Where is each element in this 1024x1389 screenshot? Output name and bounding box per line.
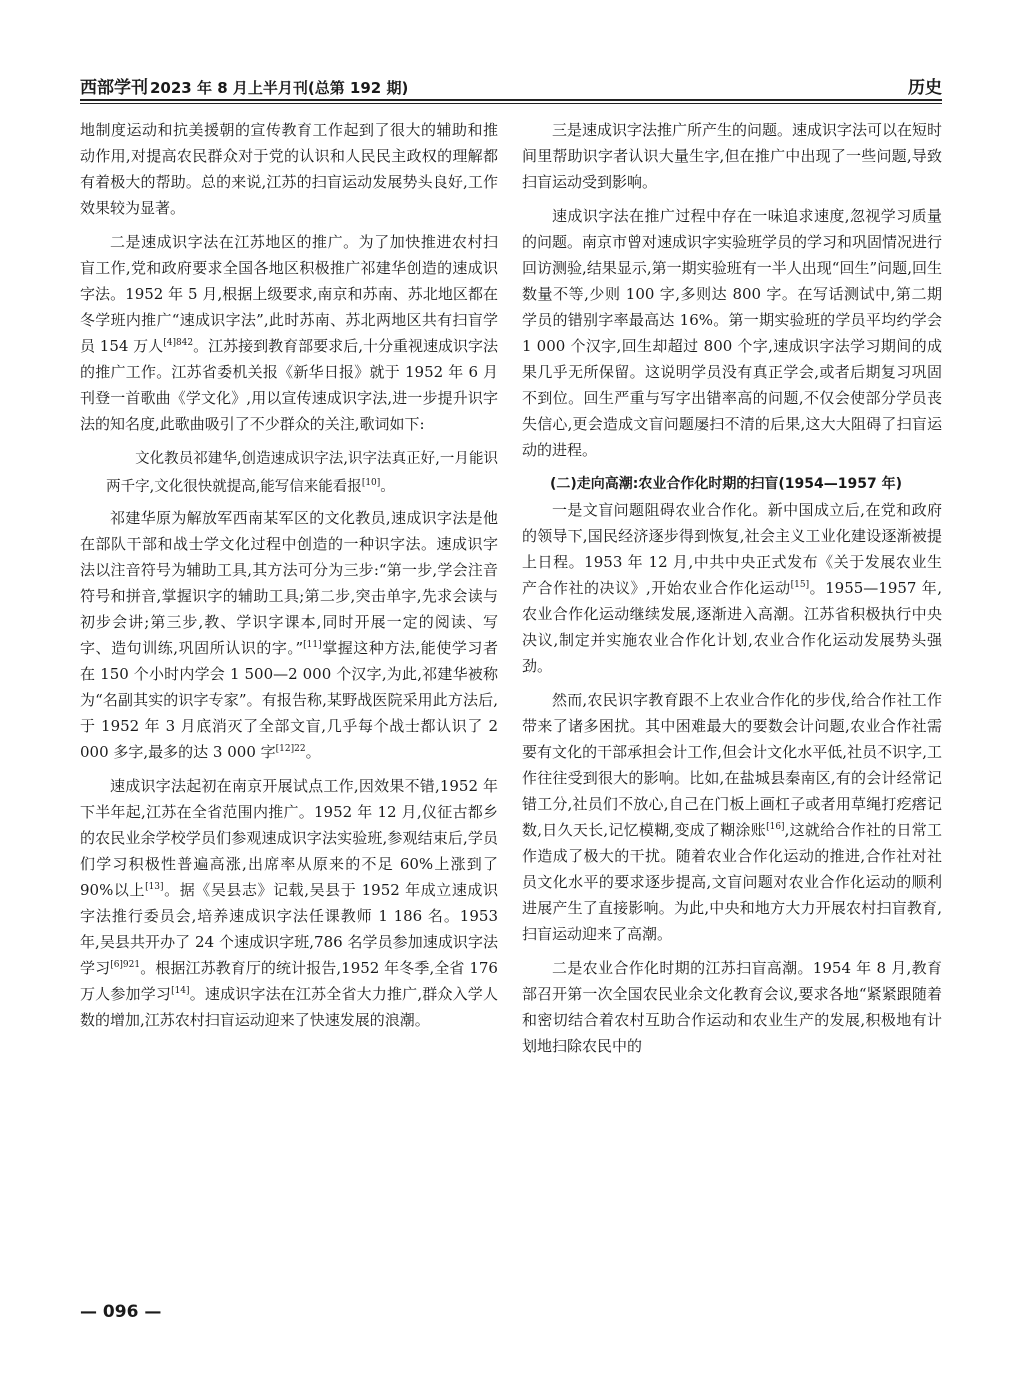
citation: [13] (145, 882, 164, 892)
paragraph: 然而,农民识字教育跟不上农业合作化的步伐,给合作社工作带来了诸多困扰。其中困难最大的要数会计问题,农业合作社需要有文化的干部承担会计工作,但会计文化水平低,社员不识字,工作往往受到很大的影响。比如,在盐城县秦南区,有的会计经常记错工分,社员们不放心,自己在门板上画杠子或者用草绳打疙瘩记数,日久天长,记忆模糊,变成了糊涂账[16],这就给合作社的日常工作造成了极大的干扰。随着农业合作化运动的推进,合作社对社员文化水平的要求逐步提高,文盲问题对农业合作化运动的顺利进展产生了直接影响。为此,中央和地方大力开展农村扫盲教育,扫盲运动迎来了高潮。 (522, 691, 942, 943)
song-lyrics: 文化教员祁建华,创造速成识字法,识字法真正好,一月能识两千字,文化很快就提高,能写信来能看报[10]。 (106, 451, 498, 495)
paragraph: 祁建华原为解放军西南某军区的文化教员,速成识字法是他在部队干部和战士学文化过程中创造的一种识字法。速成识字法以注音符号为辅助工具,其方法可分为三步:“第一步,学会注音符号和拼音,掌握识字的辅助工具;第二步,突击单字,先求会读与初步会讲;第三步,教、学识字课本,同时开展一定的阅读、写字、造句训练,巩固所认识的字。”[11]掌握这种方法,能使学习者在 150 个小时内学会 1 500—2 000 个汉字,为此,祁建华被称为“名副其实的识字专家”。有报告称,某野战医院采用此方法后,于 1952 年 3 月底消灭了全部文盲,几乎每个战士都认识了 2 000 多字,最多的达 3 000 字$^{[12]22}$。 (80, 509, 498, 761)
right-column (522, 117, 942, 1067)
citation: [15] (790, 580, 810, 590)
page-number: — 096 — (80, 1302, 162, 1322)
header-left (80, 73, 408, 98)
citation: [4]842 (163, 338, 194, 348)
citation: [12]22 (275, 744, 306, 754)
citation: [14] (171, 986, 190, 996)
paragraph: 速成识字法在推广过程中存在一味追求速度,忽视学习质量的问题。南京市曾对速成识字实验班学员的学习和巩固情况进行回访测验,结果显示,第一期实验班有一半人出现“回生”问题,回生数量不等,少则 100 字,多则达 800 字。在写话测试中,第二期学员的错别字率最高达 16%。第一期实验班的学员平均约学会 1 000 个汉字,回生却超过 800 个字,速成识字法学习期间的成果几乎无所保留。这说明学员没有真正学会,或者后期复习巩固不到位。回生严重与写字出错率高的问题,不仅会使部分学员丧失信心,更会造成文盲问题屡扫不清的后果,这大大阻碍了扫盲运动的进程。 (522, 207, 943, 459)
citation: [11] (303, 640, 322, 650)
section-heading: (二)走向高潮:农业合作化时期的扫盲(1954—1957 年) (550, 476, 902, 492)
header-rule-thin (80, 103, 942, 104)
paragraph: 二是速成识字法在江苏地区的推广。为了加快推进农村扫盲工作,党和政府要求全国各地区积极推广祁建华创造的速成识字法。1952 年 5 月,根据上级要求,南京和苏南、苏北地区都在冬学班内推广“速成识字法”,此时苏南、苏北两地区共有扫盲学员 154 万人$^{[4]842}$。江苏接到教育部要求后,十分重视速成识字法的推广工作。江苏省委机关报《新华日报》就于 1952 年 6 月刊登一首歌曲《学文化》,用以宣传速成识字法,进一步提升识字法的知名度,此歌曲吸引了不少群众的关注,歌词如下: (80, 233, 498, 433)
issue-info: 2023 年 8 月上半月刊(总第 192 期) (150, 79, 409, 97)
paragraph: 三是速成识字法推广所产生的问题。速成识字法可以在短时间里帮助识字者认识大量生字,但在推广中出现了一些问题,导致扫盲运动受到影响。 (522, 121, 943, 191)
section-label: 历史 (908, 78, 942, 98)
header-rule-thick (80, 99, 942, 101)
citation: [6]921 (110, 960, 141, 970)
citation: [16] (766, 822, 785, 832)
journal-name: 西部学刊 (80, 78, 148, 98)
paragraph: 速成识字法起初在南京开展试点工作,因效果不错,1952 年下半年起,江苏在全省范围内推广。1952 年 12 月,仪征古都乡的农民业余学校学员们参观速成识字法实验班,参观结束后,学员们学习积极性普遍高涨,出席率从原来的不足 60%上涨到了 90%以上[13]。据《吴县志》记载,吴县于 1952 年成立速成识字法推行委员会,培养速成识字法任课教师 1 186 名。1953 年,吴县共开办了 24 个速成识字班,786 名学员参加速成识字法学习$^{[6]921}$。根据江苏教育厅的统计报告,1952 年冬季,全省 176 万人参加学习[14]。速成识字法在江苏全省大力推广,群众入学人数的增加,江苏农村扫盲运动迎来了快速发展的浪潮。 (80, 777, 499, 1029)
left-column (80, 117, 498, 1041)
paragraph: 地制度运动和抗美援朝的宣传教育工作起到了很大的辅助和推动作用,对提高农民群众对于党的认识和人民民主政权的理解都有着极大的帮助。总的来说,江苏的扫盲运动发展势头良好,工作效果较为显著。 (80, 121, 498, 217)
running-header (80, 70, 942, 98)
paragraph: 一是文盲问题阻碍农业合作化。新中国成立后,在党和政府的领导下,国民经济逐步得到恢复,社会主义工业化建设逐渐被提上日程。1953 年 12 月,中共中央正式发布《关于发展农业生产合作社的决议》,开始农业合作化运动[15]。1955—1957 年,农业合作化运动继续发展,逐渐进入高潮。江苏省积极执行中央决议,制定并实施农业合作化计划,农业合作化运动发展势头强劲。 (522, 501, 942, 675)
citation: [10] (361, 478, 381, 488)
paragraph: 二是农业合作化时期的江苏扫盲高潮。1954 年 8 月,教育部召开第一次全国农民业余文化教育会议,要求各地“紧紧跟随着和密切结合着农村互助合作运动和农业生产的发展,积极地有计划地扫除农民中的 (522, 959, 942, 1055)
